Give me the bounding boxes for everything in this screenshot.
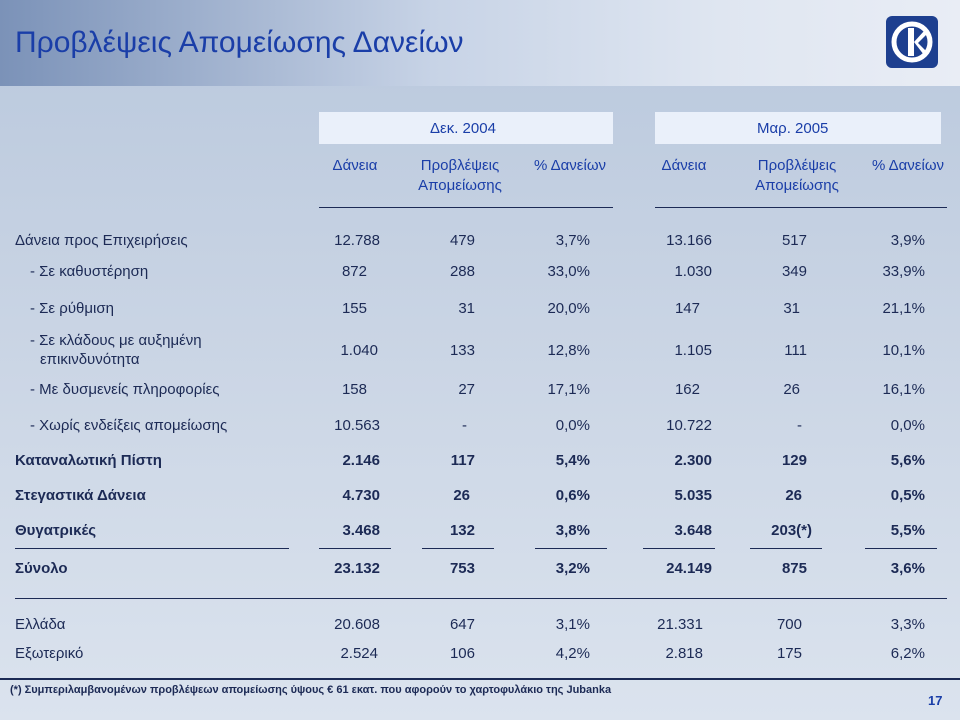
- row-label-greece: Ελλάδα: [15, 616, 66, 633]
- cell: 10.722: [666, 417, 712, 434]
- cell: 0,6%: [555, 487, 590, 504]
- cell: 700: [776, 616, 802, 633]
- cell: 26: [453, 487, 470, 504]
- cell: 479: [449, 232, 475, 249]
- row-label-total: Σύνολο: [15, 560, 68, 577]
- cell: 2.524: [340, 645, 378, 662]
- period-mar2005: Μαρ. 2005: [757, 120, 829, 137]
- cell: 26: [783, 381, 800, 398]
- cell: 147: [674, 300, 700, 317]
- cell: 5.035: [674, 487, 712, 504]
- cell: 1.105: [674, 342, 712, 359]
- row-label-no-impairment: - Χωρίς ενδείξεις απομείωσης: [30, 417, 228, 434]
- total-underline: [643, 548, 715, 549]
- row-label-mortgages: Στεγαστικά Δάνεια: [15, 487, 146, 504]
- row-label-business-loans: Δάνεια προς Επιχειρήσεις: [15, 232, 188, 249]
- cell: 753: [449, 560, 475, 577]
- cell: -: [797, 417, 802, 434]
- page-title: Προβλέψεις Απομείωσης Δανείων: [15, 26, 464, 59]
- row-label-consumer-credit: Καταναλωτική Πίστη: [15, 452, 162, 469]
- cell: 3,6%: [890, 560, 925, 577]
- row-label-high-risk-sectors-line2: επικινδυνότητα: [40, 351, 140, 368]
- cell: 3,3%: [890, 616, 925, 633]
- cell: 0,0%: [555, 417, 590, 434]
- cell: 12.788: [334, 232, 380, 249]
- total-underline: [319, 548, 391, 549]
- row-label-adverse-info: - Με δυσμενείς πληροφορίες: [30, 381, 220, 398]
- cell: 5,6%: [890, 452, 925, 469]
- row-label-abroad: Εξωτερικό: [15, 645, 84, 662]
- cell: 203(*): [771, 522, 812, 539]
- total-bottom-line: [15, 598, 947, 599]
- cell: 2.300: [674, 452, 712, 469]
- col-header-provisions-2004: Προβλέψεις Απομείωσης: [418, 157, 502, 194]
- total-underline: [15, 548, 289, 549]
- cell: 33,0%: [547, 263, 590, 280]
- cell: 875: [781, 560, 807, 577]
- cell: 0,5%: [890, 487, 925, 504]
- cell: 26: [785, 487, 802, 504]
- cell: 3,2%: [555, 560, 590, 577]
- row-label-overdue: - Σε καθυστέρηση: [30, 263, 149, 280]
- page-number: 17: [928, 693, 943, 708]
- cell: 133: [449, 342, 475, 359]
- cell: 27: [458, 381, 475, 398]
- cell: 13.166: [666, 232, 712, 249]
- cell: 3.468: [342, 522, 380, 539]
- footnote: (*) Συμπεριλαμβανομένων προβλέψεων απομείωσης ύψους € 61 εκατ. που αφορούν το χαρτοφυλάκιο της Jubanka: [10, 684, 612, 696]
- cell: 20.608: [334, 616, 380, 633]
- cell: 20,0%: [547, 300, 590, 317]
- total-underline: [750, 548, 822, 549]
- cell: 155: [341, 300, 367, 317]
- cell: 33,9%: [882, 263, 925, 280]
- cell: 21,1%: [882, 300, 925, 317]
- cell: 31: [458, 300, 475, 317]
- cell: 21.331: [657, 616, 703, 633]
- cell: 158: [341, 381, 367, 398]
- cell: 117: [450, 452, 475, 469]
- cell: 3,9%: [890, 232, 925, 249]
- cell: 5,5%: [890, 522, 925, 539]
- cell: 16,1%: [882, 381, 925, 398]
- row-label-restructured: - Σε ρύθμιση: [30, 300, 114, 317]
- header-underline-2005: [655, 207, 947, 208]
- total-underline: [865, 548, 937, 549]
- col-header-pct-2005: % Δανείων: [871, 157, 945, 174]
- cell: 6,2%: [890, 645, 925, 662]
- cell: 17,1%: [547, 381, 590, 398]
- total-underline: [422, 548, 494, 549]
- cell: 129: [781, 452, 807, 469]
- cell: 0,0%: [890, 417, 925, 434]
- cell: 111: [784, 342, 807, 359]
- cell: 2.818: [665, 645, 703, 662]
- cell: 647: [449, 616, 475, 633]
- cell: 5,4%: [555, 452, 590, 469]
- cell: 3,7%: [555, 232, 590, 249]
- cell: -: [462, 417, 467, 434]
- cell: 31: [783, 300, 800, 317]
- row-label-high-risk-sectors: - Σε κλάδους με αυξημένη: [30, 332, 202, 349]
- cell: 349: [781, 263, 807, 280]
- cell: 3.648: [674, 522, 712, 539]
- col-header-loans-2004: Δάνεια: [332, 157, 378, 174]
- cell: 24.149: [666, 560, 712, 577]
- col-header-loans-2005: Δάνεια: [661, 157, 707, 174]
- total-underline: [535, 548, 607, 549]
- cell: 162: [674, 381, 700, 398]
- cell: 106: [449, 645, 475, 662]
- cell: 175: [776, 645, 802, 662]
- row-label-subsidiaries: Θυγατρικές: [15, 522, 97, 539]
- cell: 517: [781, 232, 807, 249]
- col-header-pct-2004: % Δανείων: [533, 157, 607, 174]
- cell: 3,1%: [555, 616, 590, 633]
- bank-logo-icon: [886, 16, 938, 68]
- cell: 10,1%: [882, 342, 925, 359]
- cell: 23.132: [334, 560, 380, 577]
- header-underline-2004: [319, 207, 613, 208]
- cell: 1.040: [340, 342, 378, 359]
- period-dec2004: Δεκ. 2004: [430, 120, 496, 137]
- cell: 2.146: [342, 452, 380, 469]
- cell: 872: [341, 263, 367, 280]
- cell: 4,2%: [555, 645, 590, 662]
- cell: 132: [449, 522, 475, 539]
- cell: 3,8%: [555, 522, 590, 539]
- cell: 288: [449, 263, 475, 280]
- cell: 10.563: [334, 417, 380, 434]
- col-header-provisions-2005: Προβλέψεις Απομείωσης: [755, 157, 839, 194]
- cell: 12,8%: [547, 342, 590, 359]
- footer-separator: [0, 678, 960, 680]
- cell: 1.030: [674, 263, 712, 280]
- cell: 4.730: [342, 487, 380, 504]
